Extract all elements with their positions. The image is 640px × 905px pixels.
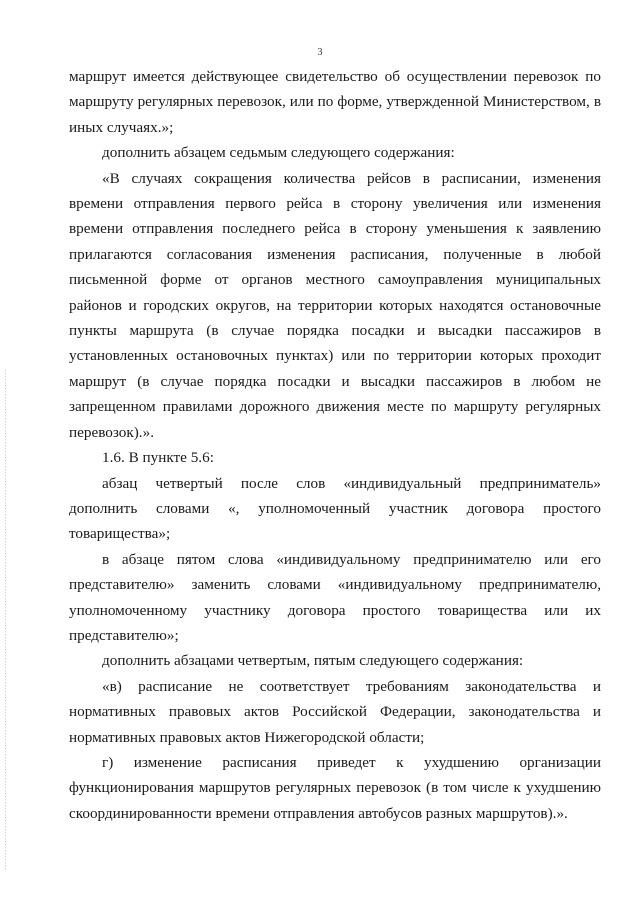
paragraph-quote-schedule-reduction: «В случаях сокращения количества рейсов в расписании, изменения времени отправления первого рейса в сторону увеличения или изменения времени отправления последнего рейса в сторону уменьшения к заявлению прилагаются согласования изменения расписания, полученные в любой письменной форме от органов местного самоуправления муниципальных районов и городских округов, на территории которых находятся остановочные пункты маршрута (в случае порядка посадки и высадки пассажиров в установленных остановочных пунктах) или по территории которых проходит маршрут (в случае порядка посадки и высадки пассажиров в любом не запрещенном правилами дорожного движения месте по маршруту регулярных перевозок).». xyxy=(69,169,601,441)
paragraph-add-seventh: дополнить абзацем седьмым следующего содержания: xyxy=(102,144,455,162)
paragraph-add-fourth-fifth: дополнить абзацами четвертым, пятым следующего содержания: xyxy=(102,652,524,670)
paragraph-point-v: «в) расписание не соответствует требованиям законодательства и нормативных правовых актов Российской Федерации, законодательства и нормативных правовых актов Нижегородской области; xyxy=(69,677,601,746)
paragraph-fourth-abzac: абзац четвертый после слов «индивидуальный предприниматель» дополнить словами «, уполномоченный участник договора простого товарищества»; xyxy=(69,474,601,543)
paragraph-fifth-abzac: в абзаце пятом слова «индивидуальному предпринимателю или его представителю» заменить словами «индивидуальному предпринимателю, уполномоченному участнику договора простого товарищества или их представителю»; xyxy=(69,550,601,644)
margin-dotted-line xyxy=(5,370,6,870)
paragraph-continuation: маршрут имеется действующее свидетельство об осуществлении перевозок по маршруту регулярных перевозок, или по форме, утвержденной Министерством, в иных случаях.»; xyxy=(69,68,601,136)
document-body xyxy=(69,64,601,826)
paragraph-item-1-6: 1.6. В пункте 5.6: xyxy=(102,449,214,467)
page-number: 3 xyxy=(317,47,323,58)
paragraph-point-g: г) изменение расписания приведет к ухудшению организации функционирования маршрутов регулярных перевозок (в том числе к ухудшению скоординированности времени отправления автобусов разных маршрутов).». xyxy=(69,753,601,822)
